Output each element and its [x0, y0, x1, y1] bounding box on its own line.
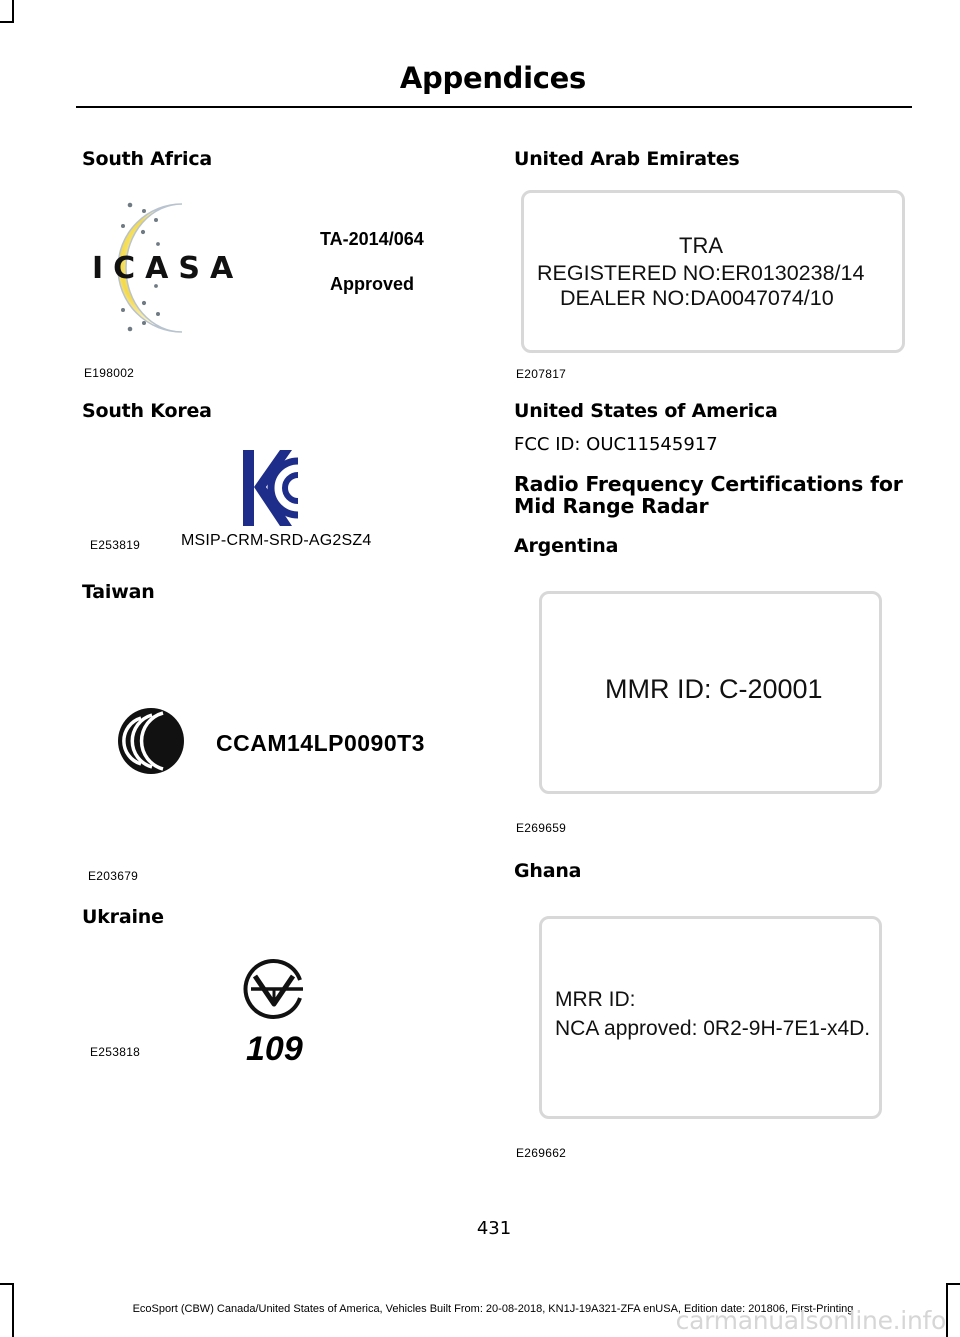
argentina-label: [539, 591, 882, 794]
header-rule: [76, 106, 912, 108]
icasa-logo-wordmark: ICASA: [92, 251, 244, 286]
kc-mark-text: MSIP-CRM-SRD-AG2SZ4: [181, 532, 372, 549]
fcc-id-text: FCC ID: OUC11545917: [514, 434, 718, 455]
section-heading-south-korea: South Korea: [82, 400, 212, 422]
section-heading-mid-range-radar: Radio Frequency Certifications for Mid Range Radar: [514, 472, 903, 518]
page-number: 431: [476, 1218, 512, 1239]
uae-label-line-3: DEALER NO:DA0047074/10: [560, 286, 834, 310]
crop-mark-bottom-right: [946, 1283, 960, 1285]
icasa-approval-number: TA-2014/064: [320, 229, 424, 249]
ncc-mark-icon: [117, 707, 187, 775]
page-header: [76, 60, 912, 96]
crop-mark-top-left: [12, 0, 14, 22]
crop-mark-bottom-right: [946, 1283, 948, 1337]
image-code: E269662: [516, 1146, 567, 1160]
section-heading-argentina: Argentina: [514, 535, 619, 557]
icasa-logo: [90, 196, 440, 336]
watermark: carmanualsonline.info: [675, 1306, 946, 1335]
crop-mark-bottom-left: [12, 1283, 14, 1337]
section-heading-ukraine: Ukraine: [82, 906, 164, 928]
kc-mark-icon: [242, 449, 299, 527]
image-code: E207817: [516, 367, 567, 381]
ukraine-mark-number: 109: [246, 1030, 303, 1068]
edition-footer: EcoSport (CBW) Canada/United States of America, Vehicles Built From: 20-08-2018, KN1J-19A321-ZFA enUSA, Edition date: 201806, First-Printing: [132, 1303, 854, 1315]
page-title: Appendices: [399, 61, 586, 95]
section-heading-taiwan: Taiwan: [82, 581, 155, 603]
section-heading-ghana: Ghana: [514, 860, 582, 882]
ghana-label-line-1: MRR ID:: [555, 988, 636, 1011]
image-code: E269659: [516, 821, 567, 835]
section-heading-south-africa: South Africa: [82, 148, 213, 170]
ukraine-conformity-mark-icon: [243, 958, 305, 1020]
ghana-label-line-2: NCA approved: 0R2-9H-7E1-x4D.: [555, 1017, 871, 1040]
section-heading-uae: United Arab Emirates: [514, 148, 740, 170]
icasa-approval-status: Approved: [330, 274, 415, 294]
ghana-label: [539, 916, 882, 1119]
crop-mark-bottom-left: [0, 1283, 14, 1285]
crop-mark-top-left: [0, 21, 14, 23]
uae-label-line-1: TRA: [679, 233, 723, 258]
image-code: E203679: [88, 869, 139, 883]
ncc-mark-text: CCAM14LP0090T3: [216, 730, 425, 756]
section-heading-usa: United States of America: [514, 400, 778, 422]
image-code: E253818: [90, 1045, 141, 1059]
uae-tra-label: [521, 190, 905, 353]
uae-label-line-2: REGISTERED NO:ER0130238/14: [537, 261, 865, 285]
argentina-label-text: MMR ID: C-20001: [605, 674, 823, 704]
image-code: E198002: [84, 366, 135, 380]
image-code: E253819: [90, 538, 141, 552]
